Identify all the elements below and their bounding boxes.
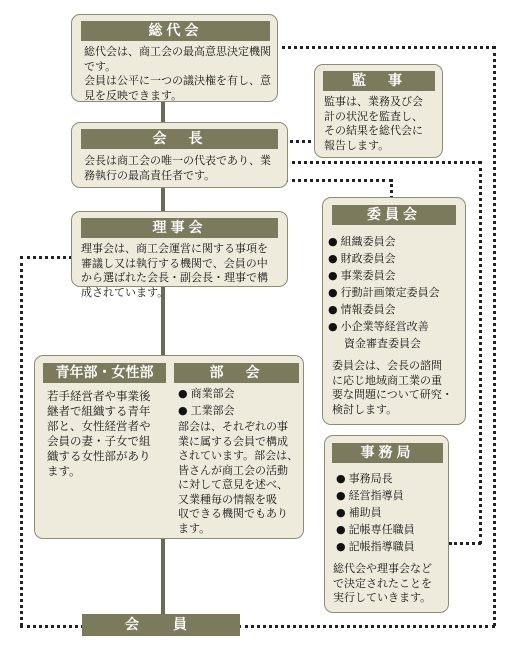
division-title: 部 会 — [174, 363, 299, 383]
connector-members-left — [20, 625, 84, 628]
members-bar: 会 員 — [82, 614, 240, 636]
connector-members-right — [238, 625, 495, 628]
connector-secretariat — [449, 542, 481, 545]
text-line: 監事は、業務及び会 — [324, 95, 423, 108]
text-line: 理事会は、商工会運営に関する事項を — [81, 242, 268, 255]
text-line: 業に属する会員で構成 — [178, 434, 288, 448]
auditor-title: 監 事 — [323, 71, 435, 91]
division-text — [178, 420, 298, 536]
text-line: です。 — [84, 59, 117, 73]
connector-assembly-right — [275, 46, 495, 49]
connector-right-inner — [479, 161, 482, 544]
text-line: 要な問題について研究・ — [332, 388, 453, 401]
text-line: 会長は商工会の唯一の代表であり、業 — [84, 154, 271, 167]
text-line: から選ばれた会長・副会長・理事で構 — [81, 271, 268, 284]
list-item: ● 補助員 — [336, 504, 415, 521]
text-line: に対して意見を述べ、 — [178, 478, 288, 491]
spine-2 — [161, 186, 165, 213]
text-line: 収できる機関でもあり — [178, 507, 288, 520]
text-line: 部会は、それぞれの事 — [178, 420, 288, 433]
list-item: ● 記帳指導職員 — [336, 538, 415, 555]
text-line: 織する女性部があり — [47, 449, 151, 463]
list-item: ● 行動計画策定委員会 — [328, 284, 440, 301]
text-line: ます。 — [47, 464, 81, 478]
list-item: ● 組織委員会 — [328, 233, 440, 250]
list-item: ● 工業部会 — [178, 402, 235, 419]
list-item: ● 事業委員会 — [328, 267, 440, 284]
board-title: 理事会 — [81, 218, 278, 238]
list-item: ● 情報委員会 — [328, 301, 440, 318]
list-item-continued: 資金審査委員会 — [344, 337, 421, 350]
text-line: 実行していきます。 — [333, 591, 432, 604]
general-assembly-title: 総代会 — [81, 21, 270, 41]
secretariat-title: 事務局 — [332, 443, 443, 463]
text-line: ます。 — [178, 521, 211, 535]
youth-women-title: 青年部・女性部 — [43, 363, 166, 383]
text-line: に応じ地域商工業の重 — [332, 373, 442, 387]
secretariat-list — [336, 470, 415, 555]
connector-right-outer — [493, 46, 496, 626]
connector-chairman-auditor — [285, 140, 317, 143]
connector-left-outer — [20, 256, 23, 626]
text-line: 成されています。 — [81, 285, 169, 299]
spine-4 — [161, 538, 165, 614]
committee-box — [322, 197, 466, 425]
chairman-text — [84, 154, 271, 183]
list-item: ● 商業部会 — [178, 385, 235, 402]
list-item: ● 経営指導員 — [336, 487, 415, 504]
chairman-box — [71, 122, 288, 188]
secretariat-text — [333, 562, 432, 606]
general-assembly-text — [84, 45, 271, 103]
general-assembly-box — [71, 14, 278, 102]
committee-text — [332, 359, 453, 417]
text-line: 見を反映できます。 — [84, 88, 183, 102]
connector-chairman-right — [285, 161, 481, 164]
text-line: 報告します。 — [324, 138, 390, 152]
text-line: 計の状況を監査し、 — [324, 109, 423, 123]
committee-title: 委員会 — [332, 205, 456, 225]
text-line: 部と、女性経営者や — [47, 419, 151, 433]
text-line: その結果を総代会に — [324, 124, 423, 137]
text-line: 総代会は、商工会の最高意思決定機関 — [84, 45, 271, 58]
list-item: ● 小企業等経営改善 — [328, 318, 440, 335]
connector-committee-top — [390, 179, 393, 199]
board-box — [71, 211, 288, 299]
text-line: 総代会や理事会など — [333, 562, 432, 575]
list-item: ● 事務局長 — [336, 470, 415, 487]
text-line: 委員会は、会長の諮問 — [332, 359, 442, 372]
spine-1 — [161, 101, 165, 124]
youth-women-text — [47, 389, 151, 479]
text-line: 皆さんが商工会の活動 — [178, 463, 288, 477]
text-line: 若手経営者や事業後 — [47, 389, 151, 403]
chairman-title: 会 長 — [81, 129, 278, 149]
auditor-text — [324, 95, 423, 153]
auditor-box — [314, 64, 443, 158]
list-item: ● 財政委員会 — [328, 250, 440, 267]
youth-division-box — [34, 355, 304, 539]
board-text — [81, 242, 268, 300]
text-line: 会員の妻・子女で組 — [47, 434, 151, 448]
text-line: 又業種毎の情報を吸 — [178, 492, 277, 506]
text-line: 務執行の最高責任者です。 — [84, 168, 216, 182]
text-line: 検討します。 — [332, 402, 398, 416]
text-line: されています。部会は、 — [178, 449, 299, 462]
connector-board-left — [20, 256, 72, 259]
division-list — [178, 385, 235, 419]
text-line: で決定されたことを — [333, 576, 432, 590]
connector-chairman-committee — [285, 179, 392, 182]
text-line: 継者で組織する青年 — [47, 404, 151, 418]
text-line: 審議し又は執行する機関で、会員の中 — [81, 256, 268, 270]
text-line: 会員は公平に一つの議決権を有し、意 — [84, 74, 271, 87]
secretariat-box — [324, 435, 449, 613]
committee-list — [328, 233, 440, 352]
list-item: ● 記帳専任職員 — [336, 521, 415, 538]
